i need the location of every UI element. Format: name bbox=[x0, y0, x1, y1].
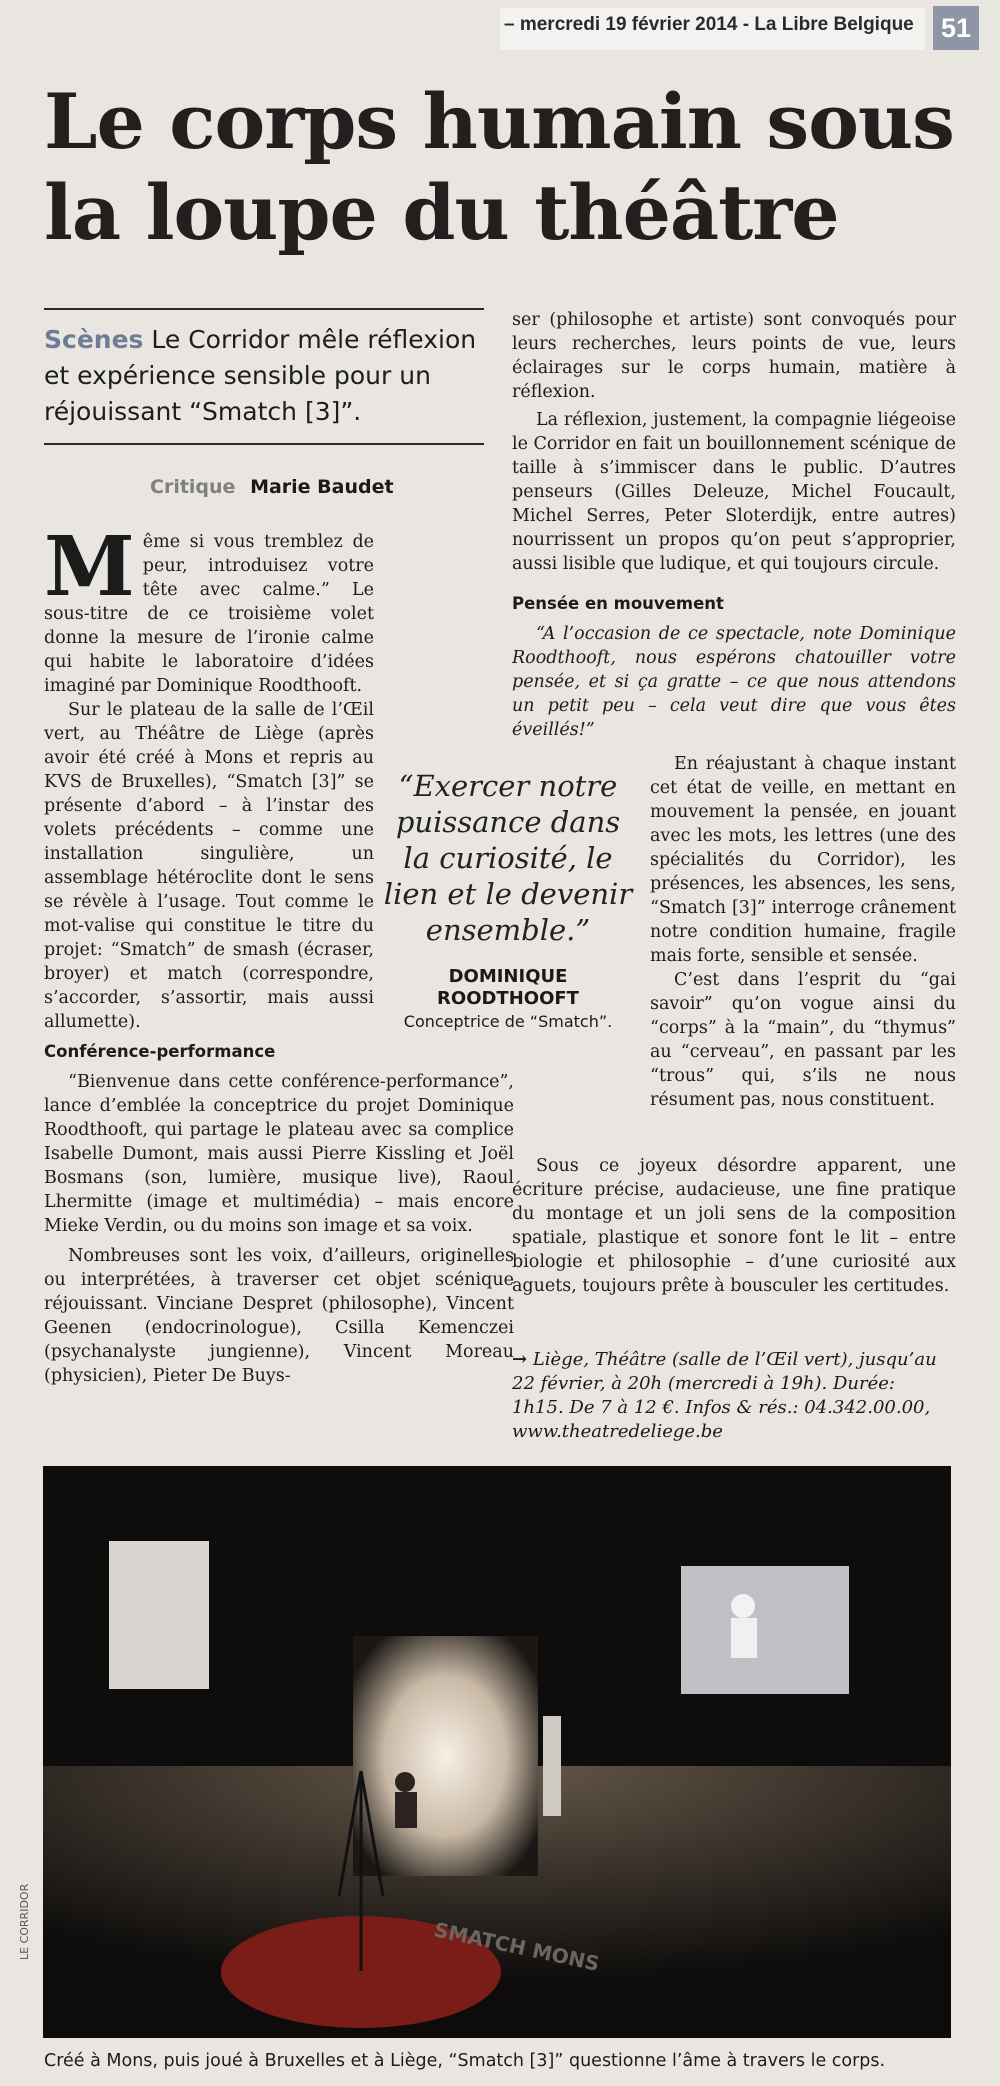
byline-author: Marie Baudet bbox=[250, 476, 394, 498]
arrow-icon: → bbox=[512, 1349, 528, 1370]
lede-bottom-rule bbox=[44, 443, 484, 445]
stage-photo bbox=[43, 1466, 951, 2038]
pull-quote-author: DOMINIQUE ROODTHOOFT bbox=[437, 966, 579, 1009]
dateline: – mercredi 19 février 2014 - La Libre Belgique bbox=[504, 14, 914, 35]
pull-quote bbox=[378, 768, 638, 1031]
paragraph-6: La réflexion, justement, la compagnie liégeoise le Corridor en fait un bouillonnement scénique de taille à s’immiscer dans le public. D’autres penseurs (Gilles Deleuze, Michel Foucault, Michel Serres, Peter Sloterdijk, entre autres) nourrissent un propos qu’on peut s’approprier, aussi lisible que ludique, et qui toujours circule. bbox=[512, 410, 956, 574]
lede-top-rule bbox=[44, 308, 484, 310]
paragraph-1: Même si vous tremblez de peur, introduisez votre tête avec calme.” Le sous-titre de ce troisième volet donne la mesure de l’ironie calme qui habite le laboratoire d’idées imaginé par Dominique Roodthooft. bbox=[44, 530, 374, 696]
paragraph-5: ser (philosophe et artiste) sont convoqués pour leurs recherches, leurs points de vue, leurs éclairages sur le corps humain, matière à réflexion. bbox=[512, 310, 956, 402]
article-column-2-narrow bbox=[650, 752, 956, 1112]
floor-lettering: SMATCH MONS bbox=[431, 1917, 602, 1976]
paragraph-8: En réajustant à chaque instant cet état de veille, en mettant en mouvement la pensée, en jouant avec les mots, les lettres (une des spécialités du Corridor), les présences, les absences, les sens, “Smatch [3]” interroge crânement notre condition humaine, fragile mais forte, sensible et sensée. bbox=[650, 754, 956, 966]
lede-text: Le Corridor mêle réflexion et expérience sensible pour un réjouissant “Smatch [3]”. bbox=[44, 325, 477, 426]
headline-line-2: la loupe du théâtre bbox=[44, 168, 839, 257]
practical-info-text: Liège, Théâtre (salle de l’Œil vert), jusqu’au 22 février, à 20h (mercredi à 19h). Durée: 1h15. De 7 à 12 €. Infos & rés.: 04.342.00.00, www.theatredeliege.be bbox=[512, 1349, 937, 1442]
paragraph-10: Sous ce joyeux désordre apparent, une écriture précise, audacieuse, une fine pratique du montage et un joli sens de la composition spatiale, plastique et sonore font le lit – entre biologie et philosophie – d’une curiosité aux aguets, toujours prête à bousculer les certitudes. bbox=[512, 1156, 956, 1296]
pull-quote-text: “Exercer notre puissance dans la curiosité, le lien et le devenir ensemble.” bbox=[383, 769, 633, 947]
subhead-conference: Conférence-performance bbox=[44, 1042, 276, 1061]
photo-credit: LE CORRIDOR bbox=[18, 1883, 31, 1960]
practical-info bbox=[512, 1348, 952, 1444]
paragraph-4: Nombreuses sont les voix, d’ailleurs, originelles ou interprétées, à traverser cet objet scénique réjouissant. Vinciane Despret (philosophe), Vincent Geenen (endocrinologue), Csilla Kemenczei (psychanalyste jungienne), Vincent Moreau (physicien), Pieter De Buys- bbox=[44, 1246, 514, 1386]
article-column-1b bbox=[44, 1040, 514, 1388]
subhead-pensee: Pensée en mouvement bbox=[512, 594, 724, 613]
stage-photo-illustration bbox=[43, 1466, 951, 2038]
lede bbox=[44, 322, 484, 430]
paragraph-7: “A l’occasion de ce spectacle, note Dominique Roodthooft, nous espérons chatouiller votre pensée, et si ça gratte – ce que nous attendons un petit peu – cela veut dire que vous êtes éveillés!” bbox=[512, 624, 956, 740]
headline-line-1: Le corps humain sous bbox=[44, 77, 954, 166]
pull-quote-role: Conceptrice de “Smatch”. bbox=[403, 1012, 613, 1031]
byline bbox=[150, 476, 394, 498]
page-number: 51 bbox=[933, 6, 979, 50]
paragraph-2-start: Sur le plateau de la salle de l’Œil vert, au Théâtre de Liège (après avoir été créé à Mons et repris au KVS de Bruxelles), “Smatch [3]” se présente d’abord – à l’instar des volets précédents – comme une installation singulière, un assemblage hétéroclite dont le sens se révèle à l’usage. Tout comme le mot-valise qui constitue le titre du projet: “Smatch” de smash (écraser, broyer) et match (correspondre, s’accorder, s’assortir, mais aussi allumette). bbox=[44, 700, 374, 1030]
article-column-2 bbox=[512, 308, 956, 742]
paragraph-3: “Bienvenue dans cette conférence-performance”, lance d’emblée la conceptrice du projet Dominique Roodthooft, qui partage le plateau avec sa complice Isabelle Dumont, mais aussi Pierre Kissling et Joël Bosmans (son, lumière, musique live), Raoul Lhermitte (image et multimédia) – mais encore Mieke Verdin, ou du moins son image et sa voix. bbox=[44, 1072, 514, 1236]
photo-caption: Créé à Mons, puis joué à Bruxelles et à Liège, “Smatch [3]” questionne l’âme à travers le corps. bbox=[44, 2051, 886, 2071]
article-column-2-lower bbox=[512, 1154, 956, 1298]
headline bbox=[44, 76, 974, 258]
lede-kicker: Scènes bbox=[44, 325, 144, 354]
paragraph-9: C’est dans l’esprit du “gai savoir” qu’on vogue ainsi du “corps” à la “main”, du “thymus” au “cerveau”, en passant par les “trous” qui, s’ils ne nous résument pas, nous constituent. bbox=[650, 970, 956, 1110]
dropcap: M bbox=[44, 530, 135, 615]
byline-label: Critique bbox=[150, 476, 236, 498]
